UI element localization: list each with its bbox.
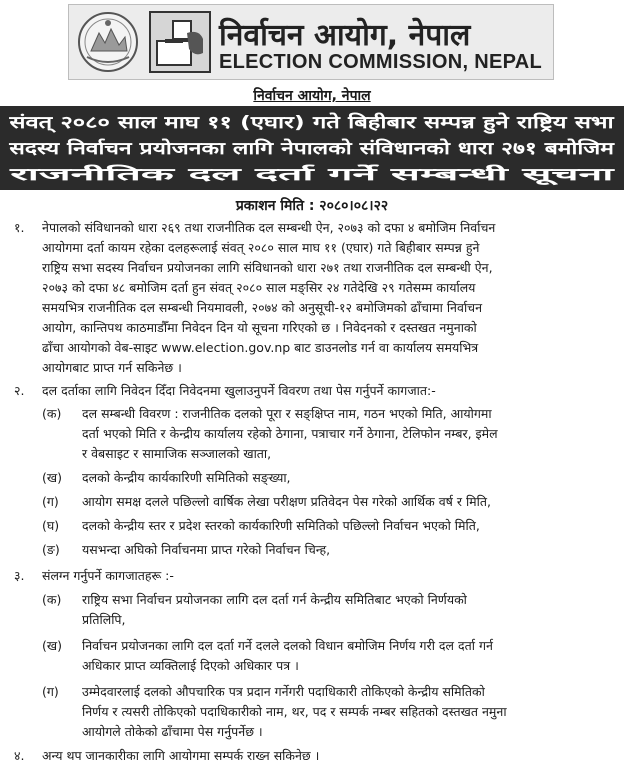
section-2-item-label: (घ) (42, 518, 60, 533)
section-4-text: अन्य थप जानकारीका लागि आयोगमा सम्पर्क राख्न सकिनेछ । (42, 748, 320, 763)
section-1-line: राष्ट्रिय सभा सदस्य निर्वाचन प्रयोजनका लागि संविधानको धारा २७१ तथा राजनीतिक दल सम्बन्धी ऐन, (42, 260, 493, 275)
section-3-item-label: (ग) (42, 684, 59, 699)
section-1-number: १. (14, 220, 25, 235)
section-1-line: ढाँचा आयोगको वेब-साइट www.election.gov.np बाट डाउनलोड गर्न वा कार्यालय समयभित्र (42, 340, 479, 355)
section-1-line: आयोग, कान्तिपथ काठमाडौँमा निवेदन दिन यो सूचना गरिएको छ । निवेदनको र दस्तखत नमुनाको (42, 320, 477, 335)
section-4-number: ४. (14, 748, 25, 763)
section-1-line: समयभित्र राजनीतिक दल सम्बन्धी नियमावली, २०७४ को अनुसूची-१२ बमोजिमको ढाँचामा निर्वाचन (42, 300, 483, 315)
section-3-item-line: उम्मेदवारलाई दलको औपचारिक पत्र प्रदान गर्नेगरी पदाधिकारी तोकिएको केन्द्रीय समितिको (82, 684, 485, 699)
section-2-item-line: दलको केन्द्रीय कार्यकारिणी समितिको सङ्ख्या, (82, 470, 291, 485)
notice-title-line-2: सदस्य निर्वाचन प्रयोजनका लागि नेपालको संविधानको धारा २७१ बमोजिम (9, 139, 615, 159)
section-3-heading: संलग्न गर्नुपर्ने कागजातहरू :- (42, 568, 174, 583)
section-1-line: आयोगबाट प्राप्त गर्न सकिनेछ । (42, 360, 182, 375)
section-3-item-line: अधिकार प्राप्त व्यक्तिलाई दिएको अधिकार पत्र । (82, 658, 299, 673)
election-commission-logo (149, 11, 211, 73)
section-3-item-line: आयोगले तोकेको ढाँचामा पेस गर्नुपर्नेछ । (82, 724, 263, 739)
section-2-item-label: (ख) (42, 470, 62, 485)
section-1-line: नेपालको संविधानको धारा २६९ तथा राजनीतिक दल सम्बन्धी ऐन, २०७३ को दफा ४ बमोजिम निर्वाचन (42, 220, 496, 235)
section-3-number: ३. (14, 568, 25, 583)
section-1-line: २०७३ को दफा ४८ बमोजिम दर्ता हुन संवत् २०८० साल मङ्सिर २४ गतेदेखि २९ गतेसम्म कार्यालय (42, 280, 476, 295)
section-3-item-label: (ख) (42, 638, 62, 653)
section-2-item-label: (ङ) (42, 542, 60, 557)
notice-title-line-3: राजनीतिक दल दर्ता गर्ने सम्बन्धी सूचना (10, 165, 614, 185)
org-name-english: ELECTION COMMISSION, NEPAL (219, 51, 542, 73)
notice-subtitle: निर्वाचन आयोग, नेपाल (253, 88, 371, 104)
section-2-item-label: (क) (42, 406, 62, 421)
section-2-item-line: यसभन्दा अघिको निर्वाचनमा प्राप्त गरेको निर्वाचन चिन्ह, (82, 542, 331, 557)
section-2-item-line: र वेबसाइट र सामाजिक सञ्जालको खाता, (82, 446, 272, 461)
notice-title-box (0, 106, 624, 190)
section-3-item-label: (क) (42, 592, 62, 607)
section-2-item-label: (ग) (42, 494, 59, 509)
publish-date: प्रकाशन मिति : २०८०।०८।२२ (235, 198, 389, 214)
section-1-line: आयोगमा दर्ता कायम रहेका दलहरूलाई संवत् २०८० साल माघ ११ (एघार) गते बिहीबार सम्पन्न हुने (42, 240, 480, 255)
section-3-item-line: प्रतिलिपि, (82, 612, 126, 627)
section-2-heading: दल दर्ताका लागि निवेदन दिँदा निवेदनमा खुलाउनुपर्ने विवरण तथा पेस गर्नुपर्ने कागजात:- (42, 383, 436, 398)
org-name-nepali: निर्वाचन आयोग, नेपाल (219, 18, 471, 53)
section-3-item-line: निर्वाचन प्रयोजनका लागि दल दर्ता गर्ने दलले दलको विधान बमोजिम निर्णय गरी दल दर्ता गर्न (82, 638, 493, 653)
section-2-item-line: दर्ता भएको मिति र केन्द्रीय कार्यालय रहेको ठेगाना, पत्राचार गर्ने ठेगाना, टेलिफोन नम्बर, इमेल (82, 426, 498, 441)
nepal-emblem-icon (77, 11, 139, 73)
section-3-item-line: राष्ट्रिय सभा निर्वाचन प्रयोजनका लागि दल दर्ता गर्न केन्द्रीय समितिबाट भएको निर्णयको (82, 592, 467, 607)
section-3-item-line: निर्णय र त्यसरी तोकिएको पदाधिकारीको नाम, थर, पद र सम्पर्क नम्बर सहितको दस्तखत नमुना (82, 704, 507, 719)
ballot-hand-icon (151, 13, 209, 71)
section-2-item-line: दलको केन्द्रीय स्तर र प्रदेश स्तरको कार्यकारिणी समितिको पछिल्लो निर्वाचन भएको मिति, (82, 518, 480, 533)
section-2-number: २. (14, 383, 25, 398)
notice-title-line-1: संवत् २०८० साल माघ ११ (एघार) गते बिहीबार सम्पन्न हुने राष्ट्रिय सभा (9, 113, 615, 133)
header-banner (68, 4, 554, 80)
section-2-item-line: आयोग समक्ष दलले पछिल्लो वार्षिक लेखा परीक्षण प्रतिवेदन पेस गरेको आर्थिक वर्ष र मिति, (82, 494, 491, 509)
section-2-item-line: दल सम्बन्धी विवरण : राजनीतिक दलको पूरा र सङ्क्षिप्त नाम, गठन भएको मिति, आयोगमा (82, 406, 492, 421)
